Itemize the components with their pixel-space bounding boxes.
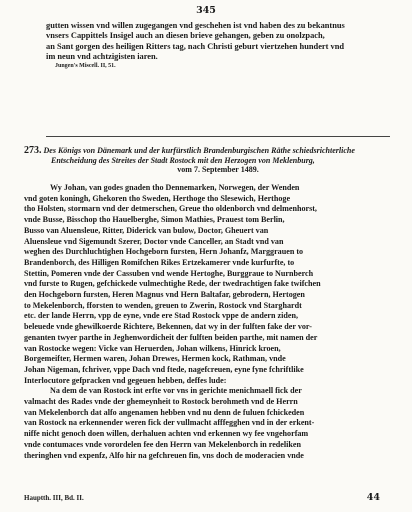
document-heading	[24, 146, 392, 175]
body-line: vnd furste to Rugen, gefchickede vulmechtighe Rede, der twedrachtigen fake twifchen	[24, 279, 321, 289]
page-footer	[24, 494, 380, 502]
body-line: Na dem de van Rostock int erfte vor vns in gerichte menichmaell fick der	[50, 386, 302, 396]
body-line: van Rostock na erkennender weren fick der vullmacht afffegghen vnd in der erkent-	[24, 418, 315, 428]
text-line: im neun vnd achtzigisten iaren.	[46, 52, 158, 62]
body-line: vnde contumaces vnde vorordelen fee den Herrn van Mekelenborch in redeliken	[24, 439, 301, 449]
body-line: valmacht des Rades vnde der ghemeynheit to Rostock berohmeth vnd de Herrn	[24, 397, 298, 407]
body-line: Johan Nigeman, fchriver, vppe Dach vnd ftede, nagefcreuen, eyne fyne fchriftlike	[24, 364, 304, 374]
body-line: Brandenborch, des Hilligen Romifchen Rikes Ertzekamerer vnde kurfurfte, to	[24, 257, 295, 267]
body-line: theringhen vnd expenfz, Alfo hir na gefchreuen fin, vns doch de moderacien vnde	[24, 450, 304, 460]
text-line: vnsers Cappittels Insigel auch an diesen brieve gehangen, geben zu onolzpach,	[46, 31, 325, 41]
body-line: vnde Busse, Bisschop tho Hauelberghe, Simon Mathies, Prauest tom Berlin,	[24, 215, 285, 225]
heading-line: Des Königs von Dänemark und der kurfürstlich Brandenburgischen Räthe schiedsrichterliche	[43, 146, 355, 155]
body-line: to Mekelenborch, fforsten to wenden, greuen to Zwerin, Rostock vnd Starghardt	[24, 300, 302, 310]
body-line: Aluensleue vnd Sigemundt Szerer, Doctor vnde Canceller, an Stadt vnd van	[24, 236, 284, 246]
body-line: etc. der lande Herrn, vpp de eyne, vnde ere Stad Rostock vppe de andern ziden,	[24, 311, 298, 321]
body-line: Busso van Aluensleue, Ritter, Diderick van bulow, Doctor, Gheuert van	[24, 225, 269, 235]
page-number: 345	[196, 5, 216, 16]
body-line: den Hochgeborn fursten, Heren Magnus vnd Hern Baltafar, gebrodern, Hertogen	[24, 290, 305, 300]
body-line: niffe nicht genoch doen willen, derhaluen achten vnd erkennen wy fee vngehorfam	[24, 429, 309, 439]
body-line: beleuede vnde ghewilkoerde Richtere, Bekennen, dat wy in der fulften fake der vor-	[24, 322, 312, 332]
heading-date: vom 7. September 1489.	[177, 165, 259, 175]
body-line: weghen des Durchluchtighen Hochgeborn fursten, Hern Johanfz, Marggrauen to	[24, 247, 304, 257]
text-line: an Sant gorgen des heiligen Ritters tag, nach Christi geburt viertzehen hundert vnd	[46, 41, 345, 51]
text-line: gutten wissen vnd willen zugegangen vnd geschehen ist vnd haben des zu bekantnus	[46, 21, 345, 30]
body-line: van Mekelenborch dat alfo angenamen hebben vnd nu denn de fuluen fchickeden	[24, 407, 305, 417]
body-line: Wy Johan, van godes gnaden tho Dennemarken, Norwegen, der Wenden	[50, 183, 300, 192]
body-line: van Rostocke wegen: Vicke van Heruerden, Johan wilkens, Hinrick kroen,	[24, 343, 281, 353]
source-citation: Jungen's Miscell. II, 51.	[55, 63, 116, 69]
section-divider	[46, 136, 390, 137]
body-line: Borgemeifter, Hermen waren, Johan Drewes, Hermen kock, Rathman, vnde	[24, 354, 286, 364]
document-number: 273.	[24, 145, 42, 156]
body-line: tho Holsten, stormarn vnd der detmerschen, Greue tho oldenborch vnd delmenhorst,	[24, 204, 317, 214]
heading-line: Entscheidung des Streites der Stadt Rostock mit den Herzogen von Meklenburg,	[51, 155, 315, 165]
document-body	[24, 183, 392, 461]
body-line: vnd goten koningh, Ghekoren tho Sweden, Herthoge tho Slesewich, Herthoge	[24, 193, 291, 203]
body-line: Stettin, Pomeren vnde der Cassuben vnd wende Hertoghe, Burggraue to Nurnberch	[24, 268, 314, 278]
continuation-text	[46, 21, 386, 63]
signature-mark: 44	[366, 492, 380, 503]
body-line: Interlocutore gefpracken vnd gegeuen hebben, deffes lude:	[24, 375, 227, 385]
volume-reference: Hauptth. III, Bd. II.	[24, 494, 84, 502]
body-line: genanten twyer parthe in Jeghenwordicheit der fulften beiden parthe, mit namen der	[24, 332, 318, 342]
